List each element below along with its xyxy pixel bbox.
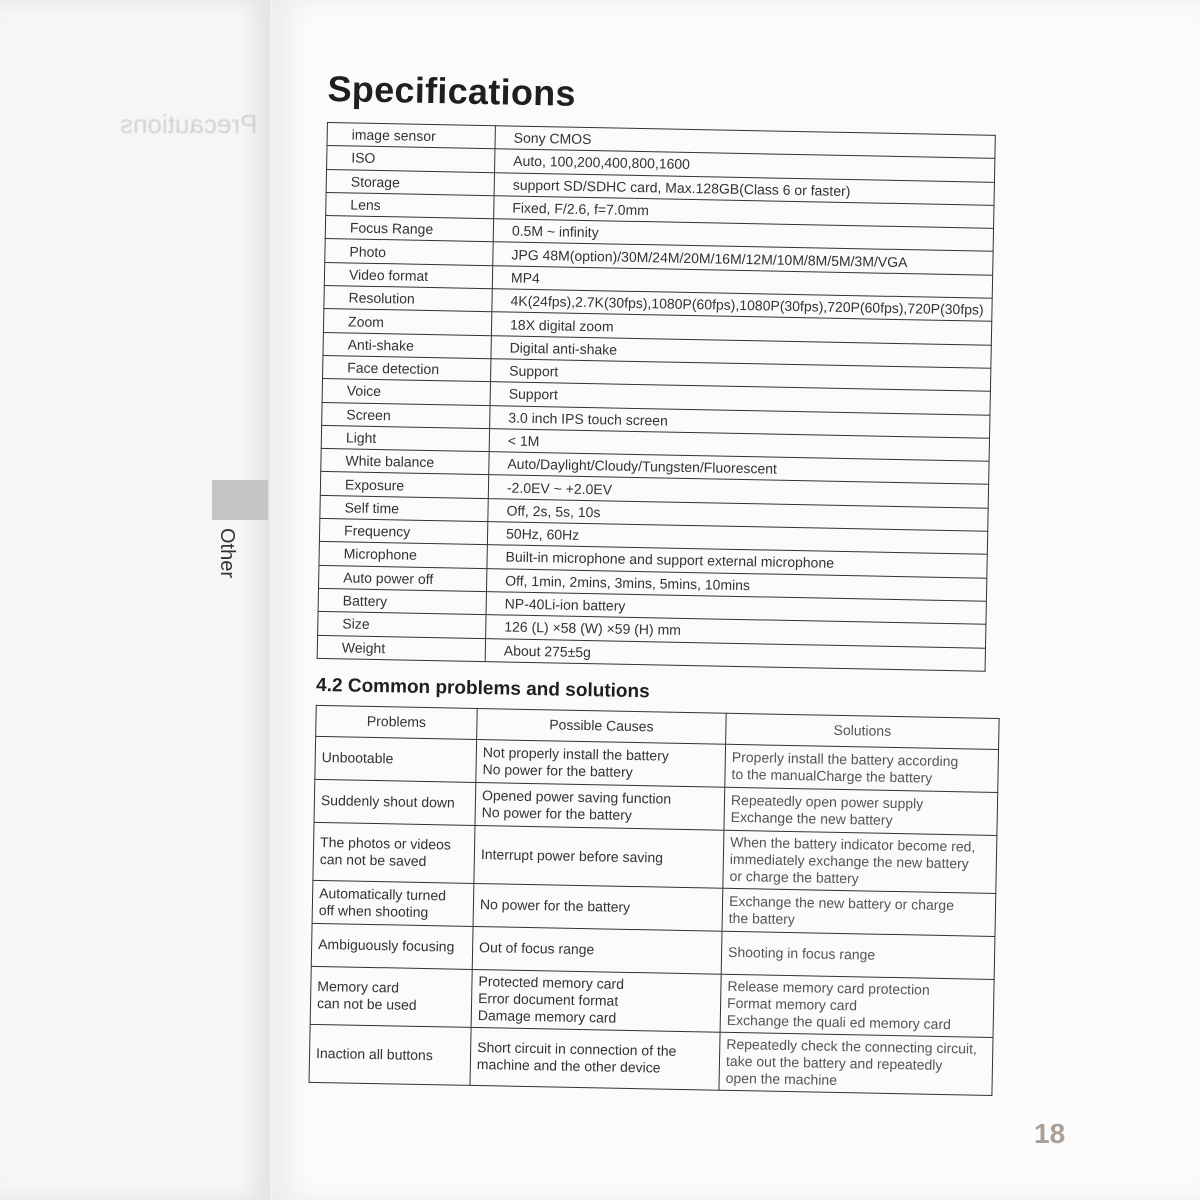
spec-label: Battery xyxy=(318,588,486,615)
problem-row xyxy=(309,1024,993,1095)
spec-value: 3.0 inch IPS touch screen xyxy=(490,405,991,438)
solution-cell xyxy=(725,744,999,792)
cause-cell xyxy=(473,883,723,931)
cell-line: open the machine xyxy=(725,1069,838,1088)
spec-label: Weight xyxy=(317,635,485,662)
spec-label: Face detection xyxy=(323,355,491,382)
problem-cell xyxy=(314,779,476,825)
cause-cell xyxy=(474,825,724,888)
spec-value: Off, 2s, 5s, 10s xyxy=(488,498,989,531)
cell-line: the battery xyxy=(728,909,796,927)
spec-value: Support xyxy=(490,382,991,415)
cell-line: Release memory card protection xyxy=(727,977,930,998)
spec-label: Photo xyxy=(325,239,493,266)
cell-line: immediately exchange the new battery xyxy=(729,850,969,872)
spec-label: Storage xyxy=(326,169,494,196)
cell-line: Inaction all buttons xyxy=(315,1044,433,1064)
section-tab xyxy=(212,480,268,520)
spec-value: Auto/Daylight/Cloudy/Tungsten/Fluorescent xyxy=(489,452,990,485)
cell-line: Out of focus range xyxy=(478,939,595,958)
bleed-through-text: Precautions xyxy=(120,109,258,139)
solution-cell xyxy=(721,931,995,979)
spec-label: Resolution xyxy=(324,286,492,313)
spec-value: Off, 1min, 2mins, 3mins, 5mins, 10mins xyxy=(486,568,987,601)
spec-value: Sony CMOS xyxy=(495,126,996,159)
spec-value: support SD/SDHC card, Max.128GB(Class 6 or faster) xyxy=(494,172,995,205)
cell-line: or charge the battery xyxy=(729,867,859,887)
spec-value: 126 (L) ×58 (W) ×59 (H) mm xyxy=(486,615,987,648)
spec-label: Exposure xyxy=(320,472,488,499)
spec-value: About 275±5g xyxy=(485,638,986,671)
spec-label: Video format xyxy=(324,262,492,289)
cell-line: Exchange the new battery xyxy=(730,808,893,828)
solution-cell xyxy=(724,787,998,835)
spec-value: MP4 xyxy=(492,265,993,298)
cell-line: Repeatedly check the connecting circuit, xyxy=(726,1035,978,1057)
cell-line: Interrupt power before saving xyxy=(480,845,664,866)
cell-line: can not be used xyxy=(316,995,417,1014)
spec-label: Focus Range xyxy=(325,216,493,243)
spec-value: 0.5M ~ infinity xyxy=(493,219,994,252)
cell-line: to the manualCharge the battery xyxy=(731,765,933,786)
spec-value: Digital anti-shake xyxy=(491,335,992,368)
problem-cell xyxy=(310,966,472,1027)
cell-line: take out the battery and repeatedly xyxy=(725,1052,943,1073)
left-page xyxy=(0,0,270,1200)
solution-cell xyxy=(723,830,997,893)
cell-line: Error document format xyxy=(478,989,619,1009)
spec-value: Auto, 100,200,400,800,1600 xyxy=(495,149,996,182)
problem-cell xyxy=(315,736,477,782)
cell-line: Exchange the new battery or charge xyxy=(728,892,955,913)
cause-cell xyxy=(471,969,721,1032)
cause-cell xyxy=(470,1027,720,1090)
cell-line: Memory card xyxy=(317,978,400,996)
cell-line: Format memory card xyxy=(726,994,858,1014)
spec-value: NP-40Li-ion battery xyxy=(486,592,987,625)
spec-value: Support xyxy=(491,359,992,392)
spec-value: Fixed, F/2.6, f=7.0mm xyxy=(494,196,995,229)
cell-line: Ambiguously focusing xyxy=(318,936,455,955)
problem-cell xyxy=(309,1024,471,1085)
problem-cell xyxy=(313,822,475,883)
spec-label: Voice xyxy=(322,379,490,406)
problem-cell xyxy=(311,923,473,969)
spec-label: White balance xyxy=(321,449,489,476)
solution-cell xyxy=(722,888,996,936)
cause-cell xyxy=(475,782,725,830)
cause-cell xyxy=(472,926,722,974)
header-possible-causes: Possible Causes xyxy=(477,708,727,744)
cell-line: Repeatedly open power supply xyxy=(730,791,924,812)
spec-value: Built-in microphone and support external microphone xyxy=(487,545,988,578)
spec-label: ISO xyxy=(327,146,495,173)
spec-label: Zoom xyxy=(323,309,491,336)
cell-line: Not properly install the battery xyxy=(482,743,670,764)
spec-label: Light xyxy=(321,425,489,452)
manual-content xyxy=(309,68,1028,1096)
cell-line: Automatically turned xyxy=(319,884,447,904)
cell-line: off when shooting xyxy=(318,901,429,920)
cell-line: Exchange the quali ed memory card xyxy=(726,1011,952,1032)
spec-label: Auto power off xyxy=(319,565,487,592)
cell-line: No power for the battery xyxy=(479,896,631,916)
solution-cell xyxy=(720,974,994,1037)
spec-label: Screen xyxy=(322,402,490,429)
cell-line: When the battery indicator become red, xyxy=(730,833,976,855)
spec-label: Lens xyxy=(326,192,494,219)
problems-title: 4.2 Common problems and solutions xyxy=(315,674,650,703)
spec-value: 18X digital zoom xyxy=(491,312,992,345)
spec-label: Frequency xyxy=(319,518,487,545)
spec-value: 50Hz, 60Hz xyxy=(487,522,988,555)
spec-value: JPG 48M(option)/30M/24M/20M/16M/12M/10M/8M/5M/3M/VGA xyxy=(493,242,994,275)
spec-label: Anti-shake xyxy=(323,332,491,359)
cell-line: No power for the battery xyxy=(482,760,633,780)
specifications-title: Specifications xyxy=(327,68,577,114)
cell-line: Properly install the battery according xyxy=(731,748,959,770)
cell-line: Shooting in focus range xyxy=(727,944,876,963)
spec-label: image sensor xyxy=(327,122,495,149)
spec-value: < 1M xyxy=(489,429,990,462)
cell-line: Opened power saving function xyxy=(481,786,672,807)
cell-line: Unbootable xyxy=(321,749,394,767)
cell-line: Suddenly shout down xyxy=(320,792,455,811)
page-number: 18 xyxy=(1034,1118,1066,1149)
cell-line: The photos or videos xyxy=(319,834,452,853)
specifications-table xyxy=(317,122,996,672)
spec-label: Size xyxy=(318,612,486,639)
spec-label: Microphone xyxy=(319,542,487,569)
cell-line: machine and the other device xyxy=(476,1056,661,1076)
header-solutions: Solutions xyxy=(726,713,1000,749)
section-tab-label: Other xyxy=(216,528,238,579)
cell-line: Short circuit in connection of the xyxy=(477,1039,677,1060)
cause-cell xyxy=(476,739,726,787)
spec-value: 4K(24fps),2.7K(30fps),1080P(60fps),1080P(30fps),720P(60fps),720P(30fps) xyxy=(492,289,993,322)
header-problems: Problems xyxy=(316,705,478,739)
spec-value: -2.0EV ~ +2.0EV xyxy=(488,475,989,508)
cell-line: Protected memory card xyxy=(478,972,625,992)
problem-cell xyxy=(312,880,474,926)
solution-cell xyxy=(719,1032,993,1095)
cell-line: can not be saved xyxy=(319,851,427,870)
cell-line: No power for the battery xyxy=(481,803,633,823)
spec-label: Self time xyxy=(320,495,488,522)
problems-table xyxy=(309,705,1000,1096)
cell-line: Damage memory card xyxy=(477,1006,617,1026)
